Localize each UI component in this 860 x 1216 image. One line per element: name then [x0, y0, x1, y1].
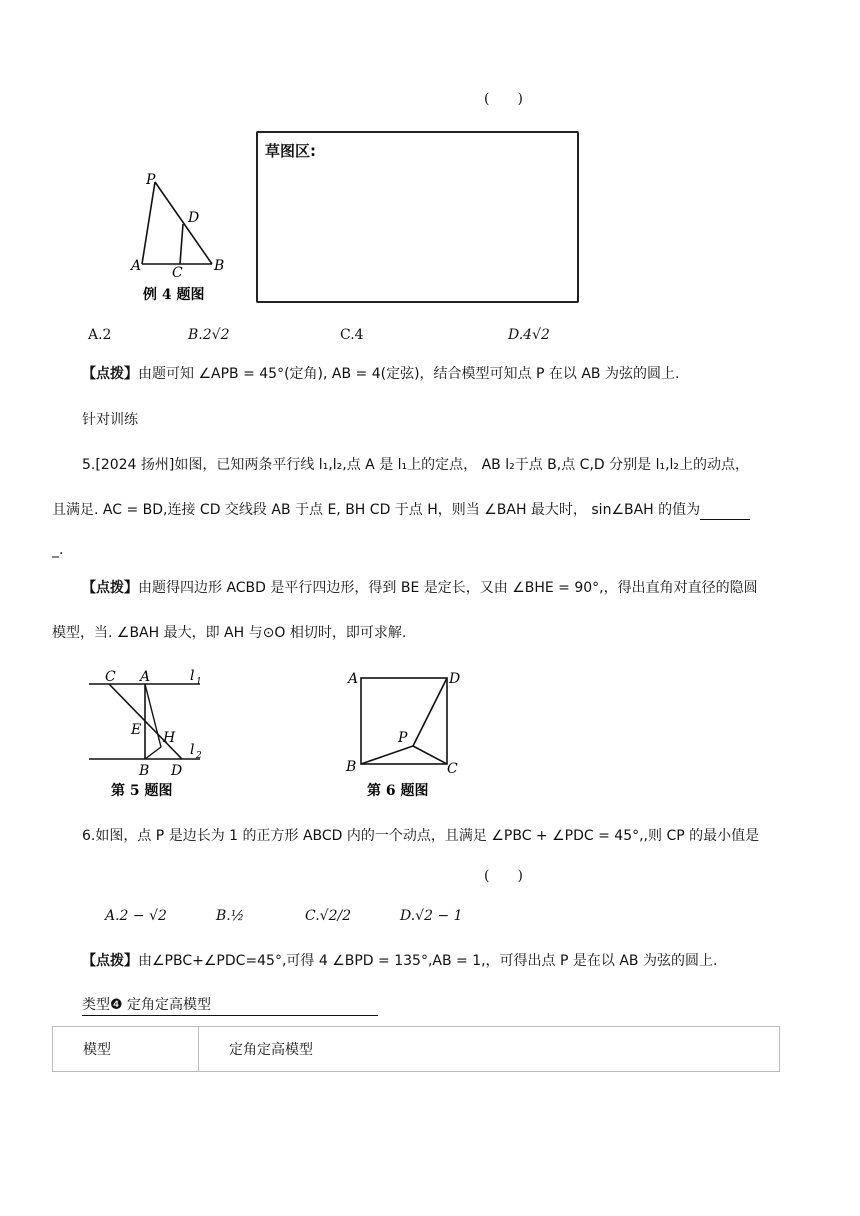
- segment-cp: [413, 746, 447, 764]
- option-c: C.√2/2: [305, 908, 352, 924]
- ex4-triangle-figure: [125, 170, 235, 305]
- answer-paren: ( ): [484, 91, 523, 107]
- hint-tag: 【点拨】: [82, 366, 138, 382]
- segment-bh: [145, 747, 161, 759]
- option-d: D.√2 − 1: [400, 908, 463, 924]
- q6-square-figure: [340, 664, 465, 804]
- q6-line-1: 6.如图，点 P 是边长为 1 的正方形 ABCD 内的一个动点，且满足 ∠PBC + ∠PDC = 45°,,则 CP 的最小值是: [82, 828, 760, 844]
- point-b-label: B: [139, 763, 150, 779]
- point-p-label: P: [398, 730, 408, 746]
- q6-hint-text: 由∠PBC+∠PDC=45°,可得 4 ∠BPD = 135°,AB = 1,，可得出点 P 是在以 AB 为弦的圆上.: [138, 953, 718, 969]
- option-a: A.2 − √2: [105, 908, 167, 924]
- line-l1-subscript: 1: [196, 677, 202, 687]
- option-c: C.4: [340, 327, 364, 343]
- segment-ah: [145, 684, 161, 747]
- table-cell-model: 模型: [53, 1027, 199, 1072]
- point-d-label: D: [188, 210, 200, 226]
- square-abcd: [361, 678, 447, 764]
- q6-hint-tag: 【点拨】: [82, 953, 138, 969]
- sketch-area[interactable]: [256, 131, 579, 303]
- option-b: B.2√2: [188, 327, 230, 343]
- q5-hint-tag: 【点拨】: [82, 580, 138, 596]
- q5-hint-line-1: [82, 578, 758, 598]
- model-table: [52, 1026, 780, 1072]
- segment-cd: [180, 224, 183, 264]
- table-cell-model-name: 定角定高模型: [199, 1027, 780, 1072]
- q5-parallel-lines-figure: [85, 664, 210, 804]
- q5-line-2-text: 且满足. AC = BD,连接 CD 交线段 AB 于点 E, BH CD 于点 H，则当 ∠BAH 最大时， sin∠BAH 的值为: [52, 502, 701, 518]
- point-a-label: A: [131, 258, 142, 274]
- segment-pb: [155, 182, 212, 264]
- q5-hint-text: 由题得四边形 ACBD 是平行四边形，得到 BE 是定长，又由 ∠BHE = 90°,，得出直角对直径的隐圆: [138, 580, 758, 596]
- line-l2-label: l: [190, 742, 195, 758]
- section-title: 针对训练: [82, 412, 138, 428]
- line-l2-subscript: 2: [196, 751, 202, 761]
- segment-bp: [361, 746, 413, 764]
- answer-blank[interactable]: [700, 505, 750, 520]
- point-b-label: B: [214, 258, 225, 274]
- point-c-label: C: [447, 761, 458, 777]
- hint-paragraph: [82, 364, 679, 384]
- sketch-area-label: 草图区:: [265, 142, 316, 160]
- point-d-label: D: [171, 763, 183, 779]
- type-heading: 类型❹ 定角定高模型: [82, 995, 378, 1016]
- point-a-label: A: [348, 671, 359, 687]
- figure-caption: 第 6 题图: [367, 783, 429, 799]
- figure-caption: 第 5 题图: [111, 783, 173, 799]
- point-p-label: P: [146, 172, 156, 188]
- point-a-label: A: [140, 669, 151, 685]
- q5-line-3: _.: [52, 542, 64, 558]
- answer-paren: ( ): [484, 868, 523, 884]
- point-d-label: D: [449, 671, 461, 687]
- hint-text: 由题可知 ∠APB = 45°(定角), AB = 4(定弦)，结合模型可知点 P 在以 AB 为弦的圆上.: [138, 366, 680, 382]
- figure-caption: 例 4 题图: [143, 287, 205, 303]
- line-l1-label: l: [190, 668, 195, 684]
- option-b: B.½: [216, 908, 245, 924]
- option-a: A.2: [88, 327, 112, 343]
- point-h-label: H: [163, 730, 176, 746]
- point-c-label: C: [172, 265, 183, 281]
- q5-hint-line-2: 模型，当. ∠BAH 最大，即 AH 与⊙O 相切时，即可求解.: [52, 625, 407, 641]
- option-d: D.4√2: [508, 327, 550, 343]
- segment-pa: [142, 182, 155, 264]
- point-e-label: E: [131, 722, 142, 738]
- segment-dp: [413, 678, 447, 746]
- q6-hint-paragraph: [82, 951, 717, 971]
- q5-line-2: [52, 500, 750, 520]
- point-b-label: B: [346, 759, 357, 775]
- table-row: [53, 1027, 780, 1072]
- point-c-label: C: [105, 669, 116, 685]
- q5-line-1: 5.[2024 扬州]如图，已知两条平行线 l₁,l₂,点 A 是 l₁上的定点， AB l₂于点 B,点 C,D 分别是 l₁,l₂上的动点，: [82, 457, 750, 473]
